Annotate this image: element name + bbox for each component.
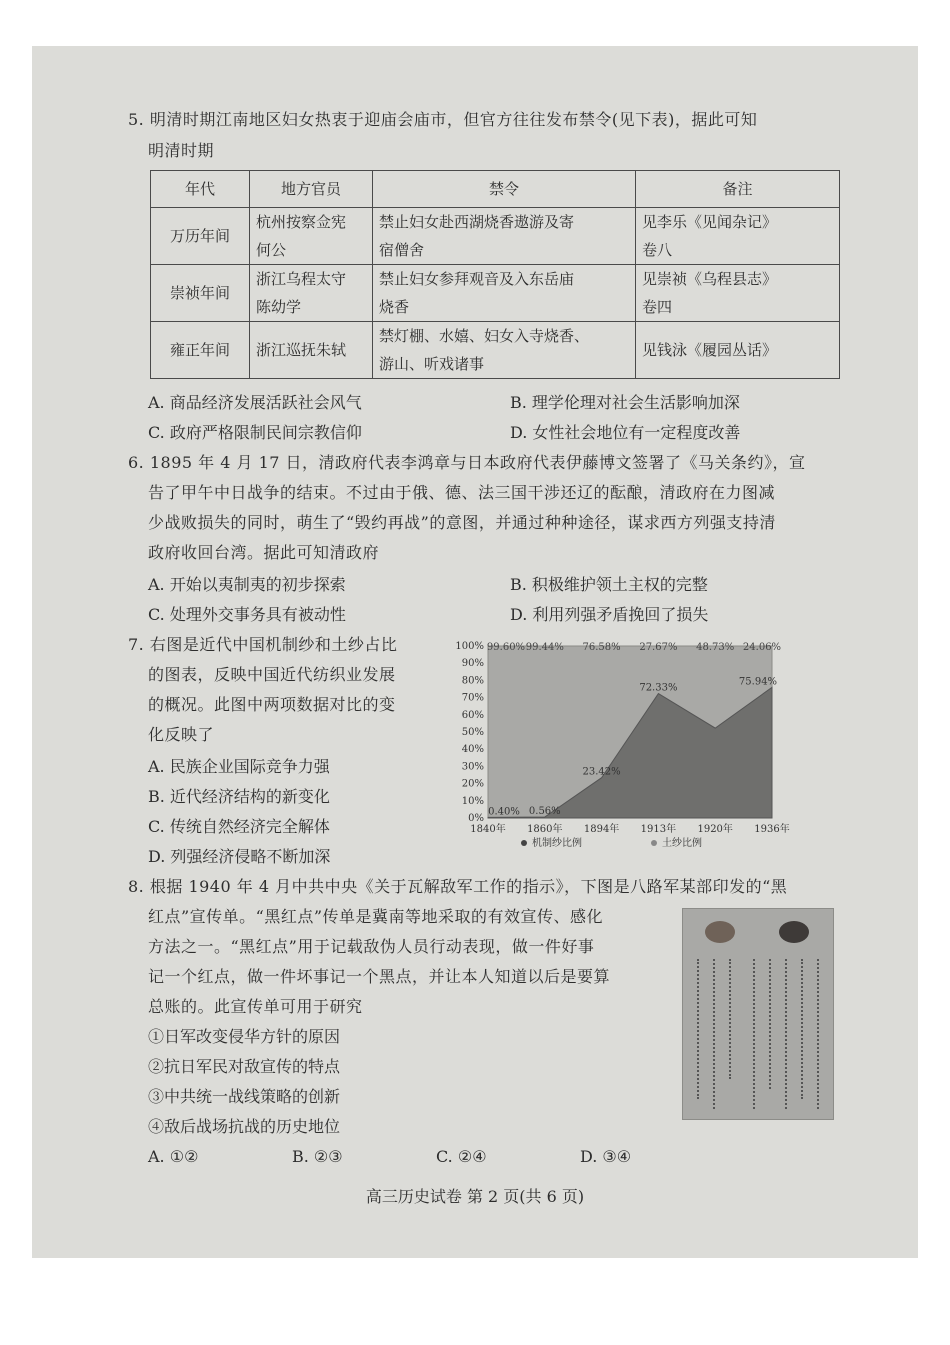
y-tick-label: 20%: [461, 778, 484, 790]
native-yarn-data-label: 27.67%: [639, 642, 678, 653]
q7-stem-line4: 化反映了: [148, 725, 215, 744]
cell-ban: 禁止妇女赴西湖烧香遨游及寄 宿僧舍: [373, 208, 636, 265]
q8-option-a: A. ①②: [148, 1147, 199, 1166]
q5-option-a: A. 商品经济发展活跃社会风气: [148, 393, 362, 412]
machine-yarn-data-label: 23.42%: [582, 766, 621, 778]
q8-stem-line2: 红点”宣传单。“黑红点”传单是冀南等地采取的有效宣传、感化: [148, 907, 604, 926]
q6-stem-line3: 少战败损失的同时，萌生了“毁约再战”的意图，并通过种种途径，谋求西方列强支持清: [148, 513, 776, 532]
table-row: [151, 322, 840, 379]
q5-stem-line1: 5. 明清时期江南地区妇女热衷于迎庙会庙市，但官方往往发布禁令(见下表)，据此可知: [128, 110, 758, 129]
q7-option-b: B. 近代经济结构的新变化: [148, 787, 330, 806]
y-tick-label: 0%: [468, 813, 484, 824]
y-tick-label: 30%: [461, 761, 484, 773]
q8-stem-line5: 总账的。此宣传单可用于研究: [148, 997, 363, 1016]
legend-label-native: 土纱比例: [662, 838, 702, 849]
cell-era: 雍正年间: [151, 322, 250, 379]
x-tick-label: 1840年: [470, 824, 506, 835]
legend-marker-machine: [521, 840, 527, 846]
cell-era: 崇祯年间: [151, 265, 250, 322]
x-tick-label: 1913年: [640, 824, 677, 835]
q7-option-a: A. 民族企业国际竞争力强: [148, 757, 330, 776]
machine-yarn-data-label: 0.40%: [488, 806, 520, 818]
table-row: [151, 265, 840, 322]
q8-option-c: C. ②④: [436, 1147, 487, 1166]
native-yarn-data-label: 99.44%: [525, 642, 564, 653]
table-header-era: 年代: [151, 171, 250, 208]
q6-option-b: B. 积极维护领土主权的完整: [510, 575, 708, 594]
q8-stem-line3: 方法之一。“黑红点”用于记载敌伪人员行动表现，做一件好事: [148, 937, 595, 956]
q5-option-d: D. 女性社会地位有一定程度改善: [510, 423, 741, 442]
legend-marker-native: [651, 840, 657, 846]
table-row: [151, 208, 840, 265]
machine-yarn-data-label: 0.56%: [528, 806, 561, 818]
table-header-note: 备注: [636, 171, 840, 208]
cell-note: 见崇祯《乌程县志》 卷四: [636, 265, 840, 322]
q6-option-a: A. 开始以夷制夷的初步探索: [148, 575, 346, 594]
red-dot-icon: [705, 921, 735, 943]
cell-official: 浙江巡抚朱轼: [250, 322, 373, 379]
q8-option-d: D. ③④: [580, 1147, 632, 1166]
q8-item-2: ②抗日军民对敌宣传的特点: [148, 1057, 341, 1076]
y-tick-label: 100%: [455, 641, 484, 652]
y-tick-label: 70%: [461, 692, 484, 704]
q7-stem-line1: 7. 右图是近代中国机制纱和土纱占比: [128, 635, 398, 654]
native-yarn-data-label: 99.60%: [486, 642, 526, 653]
cell-official: 浙江乌程太守 陈幼学: [250, 265, 373, 322]
q5-stem-line2: 明清时期: [148, 141, 215, 160]
machine-yarn-data-label: 75.94%: [738, 676, 778, 688]
cell-note: 见李乐《见闻杂记》 卷八: [636, 208, 840, 265]
q6-stem-line1: 6. 1895 年 4 月 17 日，清政府代表李鸿章与日本政府代表伊藤博文签署了《马关条约》，宣: [128, 453, 806, 472]
q7-stem-line2: 的图表，反映中国近代纺织业发展: [148, 665, 396, 684]
native-yarn-data-label: 24.06%: [742, 642, 782, 653]
q6-option-d: D. 利用列强矛盾挽回了损失: [510, 605, 709, 624]
y-tick-label: 10%: [461, 795, 484, 807]
machine-yarn-data-label: 72.33%: [639, 682, 678, 694]
y-tick-label: 80%: [461, 675, 484, 687]
q5-ban-table: [150, 170, 840, 379]
table-header-official: 地方官员: [250, 171, 373, 208]
cell-note: 见钱泳《履园丛话》: [636, 322, 840, 379]
q8-stem-line4: 记一个红点，做一件坏事记一个黑点，并让本人知道以后是要算: [148, 967, 611, 986]
q8-item-1: ①日军改变侵华方针的原因: [148, 1027, 341, 1046]
q8-option-b: B. ②③: [292, 1147, 343, 1166]
q5-option-b: B. 理学伦理对社会生活影响加深: [510, 393, 740, 412]
q7-option-d: D. 列强经济侵略不断加深: [148, 847, 331, 866]
x-tick-label: 1860年: [527, 824, 563, 835]
y-tick-label: 90%: [461, 658, 484, 670]
yarn-share-chart: [450, 632, 800, 854]
q6-option-c: C. 处理外交事务具有被动性: [148, 605, 346, 624]
y-tick-label: 40%: [461, 744, 484, 756]
q6-stem-line4: 政府收回台湾。据此可知清政府: [148, 543, 380, 562]
q7-option-c: C. 传统自然经济完全解体: [148, 817, 330, 836]
table-header-ban: 禁令: [373, 171, 636, 208]
native-yarn-data-label: 76.58%: [582, 642, 621, 653]
x-tick-label: 1920年: [697, 824, 733, 835]
native-yarn-data-label: 48.73%: [696, 642, 735, 653]
cell-ban: 禁止妇女参拜观音及入东岳庙 烧香: [373, 265, 636, 322]
black-red-dot-leaflet-image: [682, 908, 834, 1120]
legend-label-machine: 机制纱比例: [532, 838, 582, 849]
q6-stem-line2: 告了甲午中日战争的结束。不过由于俄、德、法三国干涉还辽的酝酿，清政府在力图减: [148, 483, 776, 502]
q8-stem-line1: 8. 根据 1940 年 4 月中共中央《关于瓦解敌军工作的指示》，下图是八路军某部印发的“黑: [128, 877, 788, 896]
yarn-share-chart-svg: [450, 632, 800, 854]
q5-option-c: C. 政府严格限制民间宗教信仰: [148, 423, 362, 442]
q8-item-3: ③中共统一战线策略的创新: [148, 1087, 341, 1106]
x-tick-label: 1936年: [754, 824, 790, 835]
q7-stem-line3: 的概况。此图中两项数据对比的变: [148, 695, 396, 714]
cell-ban: 禁灯棚、水嬉、妇女入寺烧香、 游山、听戏诸事: [373, 322, 636, 379]
y-tick-label: 50%: [461, 727, 484, 738]
page-footer: 高三历史试卷 第 2 页(共 6 页): [365, 1187, 585, 1206]
x-tick-label: 1894年: [583, 824, 620, 835]
cell-official: 杭州按察佥宪 何公: [250, 208, 373, 265]
q8-item-4: ④敌后战场抗战的历史地位: [148, 1117, 341, 1136]
black-dot-icon: [779, 921, 809, 943]
y-tick-label: 60%: [461, 709, 484, 721]
cell-era: 万历年间: [151, 208, 250, 265]
